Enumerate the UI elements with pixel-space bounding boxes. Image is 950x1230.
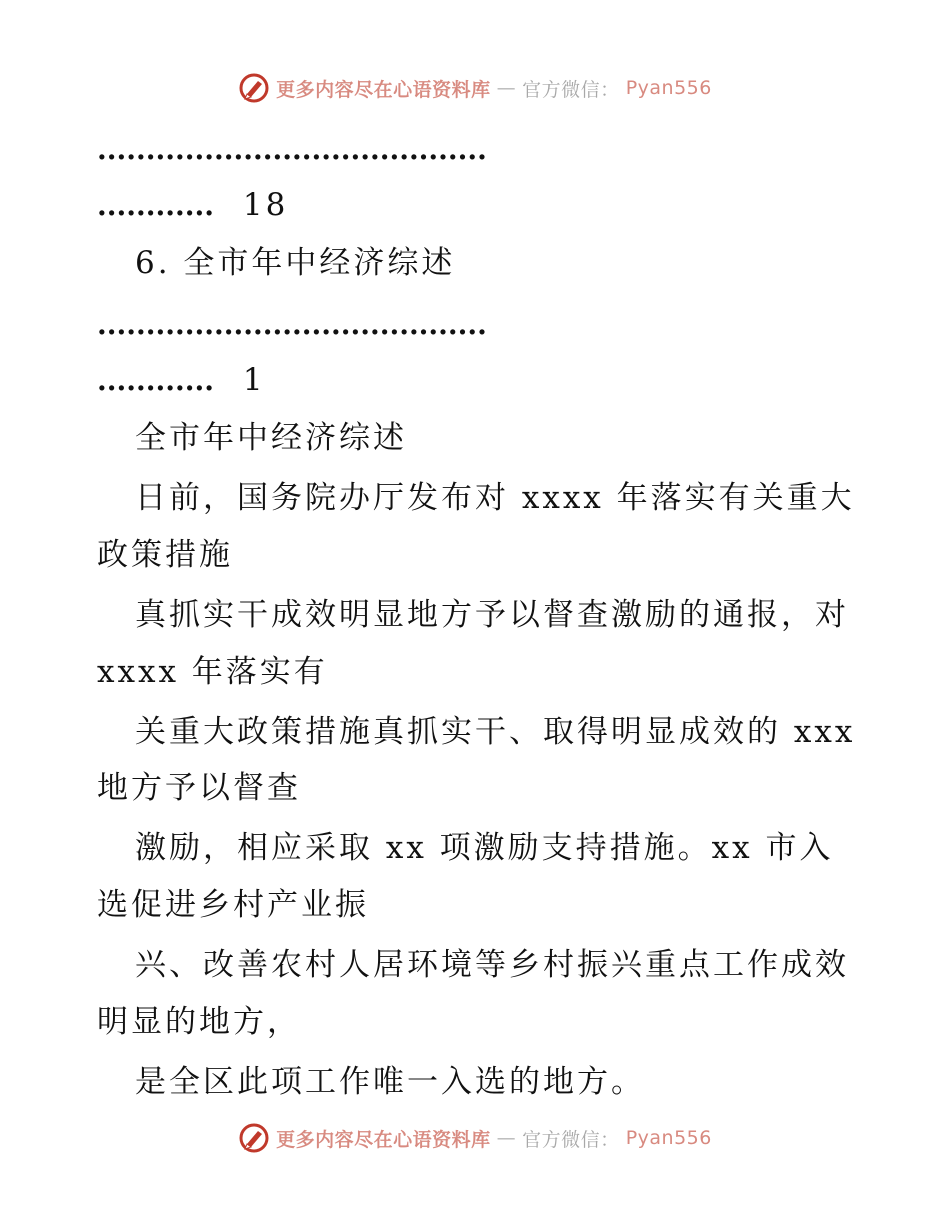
paragraph-line: 明显的地方， [97, 1004, 301, 1040]
pen-logo-icon [238, 1122, 270, 1154]
paragraph-line: 日前，国务院办厅发布对 xxxx 年落实有关重大 [135, 480, 855, 516]
toc-dots: ........................................ [97, 308, 487, 341]
toc-entry-tail [97, 185, 288, 226]
toc-entry-title: 6. 全市年中经济综述 [135, 245, 456, 281]
toc-dots: ............ [97, 189, 214, 222]
paragraph-line: 关重大政策措施真抓实干、取得明显成效的 xxx [135, 714, 856, 750]
toc-dots: ........................................ [97, 133, 487, 166]
paragraph-line: 选促进乡村产业振 [97, 887, 369, 923]
watermark-main-text: 更多内容尽在心语资料库 [276, 78, 491, 101]
section-heading: 全市年中经济综述 [135, 420, 407, 456]
toc-dots: ............ [97, 364, 214, 397]
watermark-sub-text: 官方微信： [522, 78, 620, 101]
header-watermark [0, 72, 950, 104]
watermark-dash: — [496, 1127, 517, 1149]
paragraph-line: 激励，相应采取 xx 项激励支持措施。xx 市入 [135, 830, 834, 866]
watermark-dash: — [496, 77, 517, 99]
watermark-sub-text: 官方微信： [522, 1128, 620, 1151]
watermark-wechat-id: Pyan556 [625, 77, 712, 99]
toc-page-number: 1 [242, 362, 266, 398]
paragraph-line: 是全区此项工作唯一入选的地方。 [135, 1064, 645, 1100]
toc-entry-tail [97, 360, 266, 401]
paragraph-line: 政策措施 [97, 537, 233, 573]
watermark-main-text: 更多内容尽在心语资料库 [276, 1128, 491, 1151]
pen-logo-icon [238, 72, 270, 104]
toc-page-number: 18 [242, 187, 289, 223]
watermark-wechat-id: Pyan556 [625, 1127, 712, 1149]
paragraph-line: 兴、改善农村人居环境等乡村振兴重点工作成效 [135, 947, 849, 983]
paragraph-line: 真抓实干成效明显地方予以督查激励的通报，对 [135, 597, 849, 633]
paragraph-line: xxxx 年落实有 [97, 654, 328, 690]
paragraph-line: 地方予以督查 [97, 770, 301, 806]
footer-watermark [0, 1122, 950, 1154]
